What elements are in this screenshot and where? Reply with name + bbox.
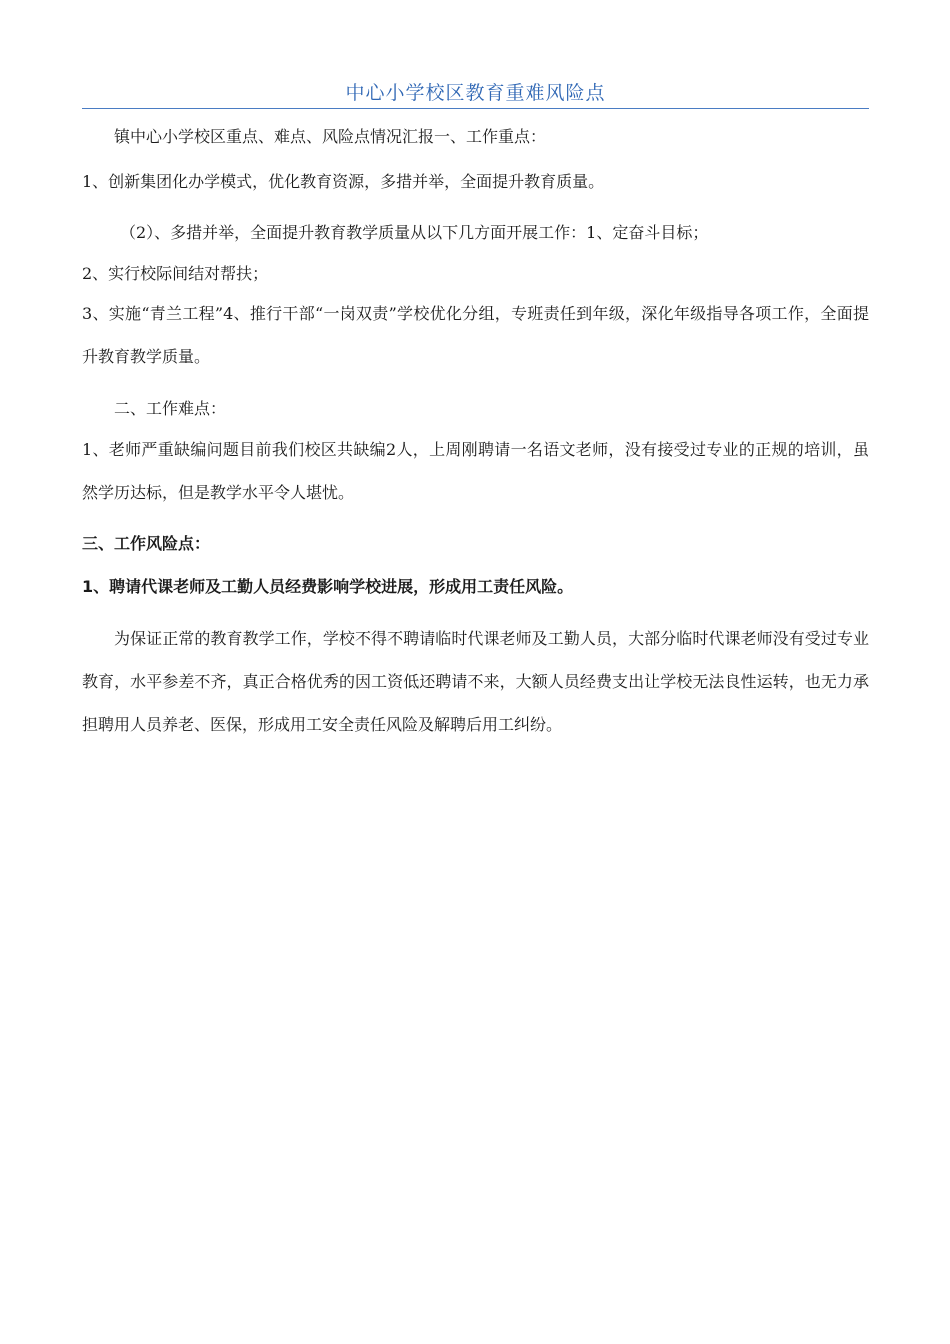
risk-1-detail: 为保证正常的教育教学工作，学校不得不聘请临时代课老师及工勤人员，大部分临时代课老师没有受过专业教育，水平参差不齐，真正合格优秀的因工资低还聘请不来，大额人员经费支出让学校无法良性运转，也无力承担聘用人员养老、医保，形成用工安全责任风险及解聘后用工纠纷。 xyxy=(82,629,869,734)
risk-1-heading: 1、聘请代课老师及工勤人员经费影响学校进展，形成用工责任风险。 xyxy=(82,577,574,596)
key-point-4: 3、实施“青兰工程”4、推行干部“一岗双责”学校优化分组，专班责任到年级，深化年级指导各项工作，全面提升教育教学质量。 xyxy=(82,304,869,366)
intro-paragraph: 镇中心小学校区重点、难点、风险点情况汇报一、工作重点： xyxy=(114,127,547,146)
risk-heading: 三、工作风险点： xyxy=(82,534,211,553)
key-point-3: 2、实行校际间结对帮扶； xyxy=(82,264,269,283)
key-point-1: 1、创新集团化办学模式，优化教育资源，多措并举，全面提升教育质量。 xyxy=(82,172,605,191)
document-title: 中心小学校区教育重难风险点 xyxy=(345,82,606,104)
title-underline xyxy=(82,108,869,109)
difficulty-1: 1、老师严重缺编问题目前我们校区共缺编2人，上周刚聘请一名语文老师，没有接受过专业的正规的培训，虽然学历达标，但是教学水平令人堪忧。 xyxy=(82,440,869,502)
difficulty-heading: 二、工作难点： xyxy=(114,399,227,418)
key-point-2: （2）、多措并举，全面提升教育教学质量从以下几方面开展工作：1、定奋斗目标； xyxy=(120,223,709,242)
